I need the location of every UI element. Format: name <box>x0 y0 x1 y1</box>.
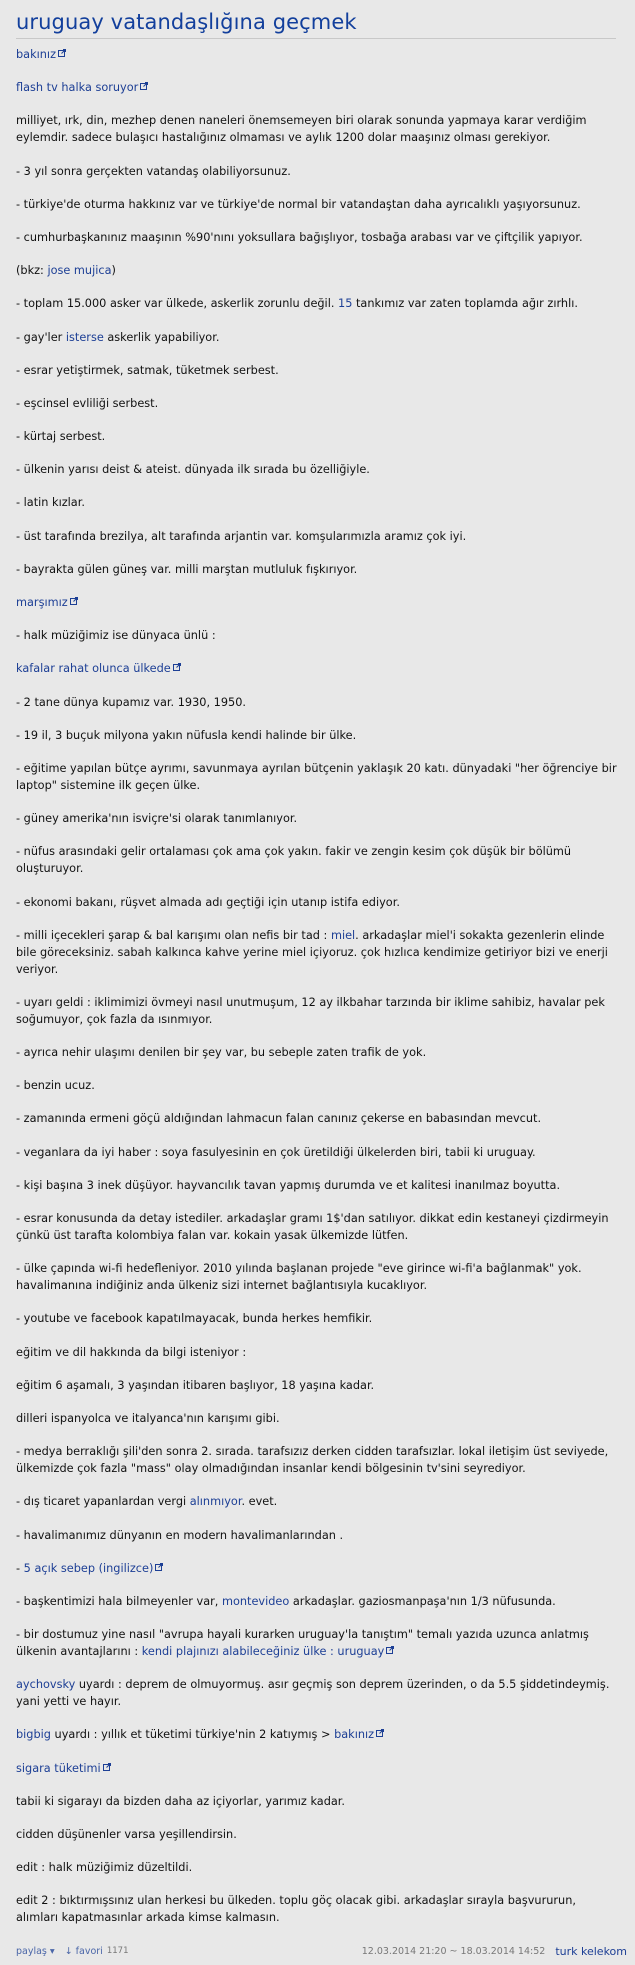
external-link-icon <box>140 82 148 90</box>
entry-line: - esrar yetiştirmek, satmak, tüketmek serbest. <box>16 363 279 377</box>
montevideo-link[interactable]: montevideo <box>221 1594 290 1608</box>
entry-content <box>16 39 621 1926</box>
entry-line: - zamanında ermeni göçü aldığından lahmacun falan canınız çekerse en babasından mevcut. <box>16 1112 542 1126</box>
entry-line: cidden düşünenler varsa yeşillendirsin. <box>16 1828 237 1841</box>
entry-paragraph: milliyet, ırk, din, mezhep denen naneleri önemsemeyen biri olarak sonunda yapmaya karar verdiğim eylemdir. sadece bulaşıcı hastalığınız olmaması ve aylık 1200 dolar maaşınız olması gerekiyor. <box>16 114 587 145</box>
entry-line: - bayrakta gülen güneş var. milli marştan mutluluk fışkırıyor. <box>16 562 358 576</box>
bakiniz-link-2[interactable]: bakınız <box>334 1728 384 1741</box>
aychovsky-link[interactable]: aychovsky <box>16 1678 76 1692</box>
entry-line: - 3 yıl sonra gerçekten vatandaş olabiliyorsunuz. <box>16 164 291 178</box>
entry-line: - veganlara da iyi haber : soya fasulyesinin en çok üretildiği ülkelerden biri, tabii ki uruguay. <box>16 1145 536 1159</box>
sigara-tuketimi-link[interactable]: sigara tüketimi <box>16 1762 111 1775</box>
alinmiyor-link[interactable]: alınmıyor <box>189 1495 242 1509</box>
entry-line: dilleri ispanyolca ve italyanca'nın karışımı gibi. <box>16 1411 280 1425</box>
entry-line: - youtube ve facebook kapatılmayacak, bunda herkes hemfikir. <box>16 1312 373 1326</box>
entry-line: - ayrıca nehir ulaşımı denilen bir şey var, bu sebeple zaten trafik de yok. <box>16 1046 427 1060</box>
marsimiz-link[interactable]: marşımız <box>16 596 78 609</box>
entry-line: - üst tarafında brezilya, alt tarafında arjantin var. komşularımızla aramız çok iyi. <box>16 529 467 543</box>
five-reasons-link[interactable]: 5 açık sebep (ingilizce) <box>24 1562 164 1575</box>
entry-line: - 5 açık sebep (ingilizce) <box>16 1560 621 1577</box>
flash-tv-link[interactable]: flash tv halka soruyor <box>16 81 148 94</box>
topic-title[interactable]: uruguay vatandaşlığına geçmek <box>16 0 616 39</box>
entry-line: - benzin ucuz. <box>16 1079 95 1093</box>
entry-paragraph: - eğitime yapılan bütçe ayrımı, savunmaya ayrılan bütçenin yaklaşık 20 katı. dünyadaki "her öğrenciye bir laptop" sistemine ilk geçen ülke. <box>16 761 617 792</box>
entry-line: - ülkenin yarısı deist & ateist. dünyada ilk sırada bu özelliğiyle. <box>16 463 370 477</box>
entry-line: - başkentimizi hala bilmeyenler var, montevideo arkadaşlar. gaziosmanpaşa'nın 1/3 nüfusunda. <box>16 1594 556 1608</box>
entry-line: - ekonomi bakanı, rüşvet almada adı geçtiği için utanıp istifa ediyor. <box>16 895 400 909</box>
entry-line: - güney amerika'nın isviçre'si olarak tanımlanıyor. <box>16 812 298 826</box>
favorite-count: 1171 <box>106 1946 129 1956</box>
entry-paragraph: - bir dostumuz yine nasıl "avrupa hayali kurarken uruguay'la tanıştım" temalı yazıda uzunca anlatmış ülkenin avantajlarını : kendi plajınızı alabileceğiniz ülke : uruguay <box>16 1628 589 1659</box>
miel-link[interactable]: miel <box>330 928 356 942</box>
chevron-down-icon: ▾ <box>49 1945 55 1957</box>
external-link-icon <box>173 663 181 671</box>
entry-line: - eşcinsel evliliği serbest. <box>16 396 159 410</box>
isterse-link[interactable]: isterse <box>65 330 104 344</box>
kendi-plaj-link[interactable]: kendi plajınızı alabileceğiniz ülke : uruguay <box>142 1645 395 1658</box>
entry-line: - kürtaj serbest. <box>16 430 106 444</box>
entry-paragraph: - uyarı geldi : iklimimizi övmeyi nasıl unutmuşum, 12 ay ilkbahar tarzında bir iklime sahibiz, havalar pek soğumuyor, çok fazla da ısınmıyor. <box>16 995 605 1026</box>
entry-line: - gay'ler isterse askerlik yapabiliyor. <box>16 330 220 344</box>
external-link-icon <box>376 1729 384 1737</box>
entry-paragraph: edit 2 : bıktırmışsınız ulan herkesi bu ülkeden. toplu göç olacak gibi. arkadaşlar sırayla başvururun, alımları kapatmasınlar arkada kimse kalmasın. <box>16 1894 576 1925</box>
entry-paragraph: - ülke çapında wi-fi hedefleniyor. 2010 yılında başlanan projede "eve girince wi-fi'a bağlanmak" yok. havalimanına indiğiniz anda ülkeniz sizi internet bağlantısıyla kucaklıyor. <box>16 1262 582 1293</box>
entry-line: - cumhurbaşkanınız maaşının %90'nını yoksullara bağışlıyor, tosbağa arabası var ve çiftçilik yapıyor. <box>16 230 583 244</box>
entry-line <box>16 594 621 611</box>
entry-line: - toplam 15.000 asker var ülkede, askerlik zorunlu değil. 15 tankımız var zaten toplamda ağır zırhlı. <box>16 297 578 311</box>
entry-date[interactable]: 12.03.2014 21:20 ~ 18.03.2014 14:52 <box>361 1945 546 1957</box>
author-link[interactable]: turk kelekom <box>555 1944 627 1958</box>
share-button[interactable]: paylaş ▾ <box>16 1945 55 1957</box>
external-link-icon <box>103 1763 111 1771</box>
kafalar-rahat-link[interactable]: kafalar rahat olunca ülkede <box>16 662 181 675</box>
entry-line: bigbig uyardı : yıllık et tüketimi türkiye'nin 2 katıymış > bakınız <box>16 1726 621 1743</box>
external-link-icon <box>70 597 78 605</box>
entry-paragraph: - medya berraklığı şili'den sonra 2. sırada. tarafsızız derken cidden tarafsızlar. lokal iletişim üst seviyede, ülkemizde çok fazla "mass" olay olmadığından insanlar kendi bölgesinin tv'sini seyrediyor. <box>16 1445 609 1476</box>
entry-line: - nüfus arasındaki gelir ortalaması çok ama çok yakın. fakir ve zengin kesim çok düşük bir bölümü oluşturuyor. <box>16 845 572 876</box>
favorite-button[interactable]: ↓ favori <box>64 1945 103 1957</box>
external-link-icon <box>58 49 66 57</box>
entry-line <box>16 46 621 63</box>
entry-paragraph: - milli içecekleri şarap & bal karışımı olan nefis bir tad : miel. arkadaşlar miel'i sokakta gezenlerin elinde bile göreceksiniz. sabah kalkınca kahve yerine miel içiyoruz. çok hızlıca kendimize getiriyor bizi ve enerji veriyor. <box>16 928 608 976</box>
external-link-icon <box>386 1646 394 1654</box>
entry-line: - havalimanımız dünyanın en modern havalimanlarından . <box>16 1528 344 1542</box>
entry-paragraph: aychovsky uyardı : deprem de olmuyormuş. asır geçmiş son deprem üzerinden, o da 5.5 şiddetindeymiş. yani yetti ve hayır. <box>16 1678 610 1709</box>
entry-line: - halk müziğimiz ise dünyaca ünlü : <box>16 629 216 643</box>
entry-line: eğitim 6 aşamalı, 3 yaşından itibaren başlıyor, 18 yaşına kadar. <box>16 1378 375 1392</box>
entry-line: - 2 tane dünya kupamız var. 1930, 1950. <box>16 695 246 709</box>
bigbig-link[interactable]: bigbig <box>16 1728 51 1742</box>
entry-line <box>16 79 621 96</box>
entry-line: - türkiye'de oturma hakkınız var ve türkiye'de normal bir vatandaştan daha ayrıcalıklı yaşıyorsunuz. <box>16 197 581 211</box>
entry-line <box>16 1760 621 1777</box>
entry-line <box>16 660 621 677</box>
entry-footer <box>16 1941 627 1961</box>
external-link-icon <box>155 1563 163 1571</box>
fifteen-link[interactable]: 15 <box>338 297 353 311</box>
entry-paragraph: - esrar konusunda da detay istediler. arkadaşlar gramı 1$'dan satılıyor. dikkat edin kestaneyi çizdirmeyin çünkü üst tarafta kolombiya falan var. kokain yasak ülkemizde lütfen. <box>16 1212 609 1242</box>
jose-mujica-link[interactable]: jose mujica <box>47 264 112 278</box>
entry-line: - kişi başına 3 inek düşüyor. hayvancılık tavan yapmış durumda ve et kalitesi inanılmaz boyutta. <box>16 1178 561 1192</box>
entry-line: eğitim ve dil hakkında da bilgi isteniyor : <box>16 1345 247 1359</box>
entry-line: - latin kızlar. <box>16 496 85 510</box>
entry-line: (bkz: jose mujica) <box>16 264 116 278</box>
entry-line: edit : halk müziğimiz düzeltildi. <box>16 1861 193 1875</box>
entry-line: - dış ticaret yapanlardan vergi alınmıyor. evet. <box>16 1495 278 1509</box>
entry-line: tabii ki sigarayı da bizden daha az içiyorlar, yarımız kadar. <box>16 1794 345 1808</box>
bakiniz-link[interactable]: bakınız <box>16 48 66 61</box>
entry-line: - 19 il, 3 buçuk milyona yakın nüfusla kendi halinde bir ülke. <box>16 728 357 742</box>
